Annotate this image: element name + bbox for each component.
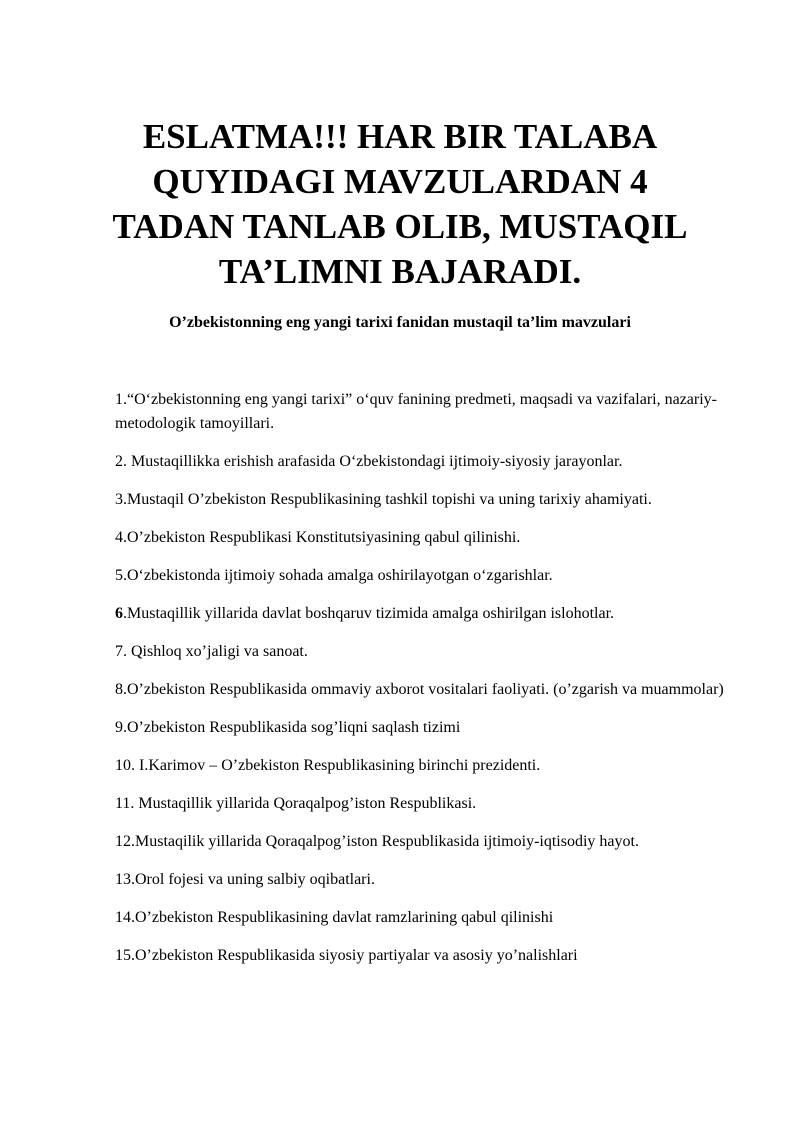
topic-item	[115, 754, 745, 778]
topic-text: I.Karimov – O’zbekiston Respublikasining birinchi prezidenti.	[139, 757, 541, 774]
topic-item	[115, 678, 745, 702]
topic-item	[115, 640, 745, 664]
topic-number: 15.	[115, 947, 135, 964]
topic-list	[115, 388, 745, 982]
topic-item	[115, 450, 745, 474]
topic-text: Mustaqillik yillarida Qoraqalpog’iston Respublikasi.	[138, 795, 477, 812]
topic-text: .Mustaqillik yillarida davlat boshqaruv tizimida amalga oshirilgan islohotlar.	[123, 605, 615, 622]
topic-number: 5.	[115, 567, 127, 584]
topic-text: O’zbekiston Respublikasining davlat ramzlarining qabul qilinishi	[135, 909, 554, 926]
topic-text: O’zbekiston Respublikasi Konstitutsiyasining qabul qilinishi.	[127, 529, 521, 546]
topic-item	[115, 906, 745, 930]
topic-item	[115, 564, 745, 588]
topic-number: 8.	[115, 681, 127, 698]
topic-item	[115, 716, 745, 740]
topic-number: 4.	[115, 529, 127, 546]
topic-number: 13.	[115, 871, 135, 888]
page-subtitle: O’zbekistonning eng yangi tarixi fanidan mustaqil ta’lim mavzulari	[169, 314, 631, 331]
topic-text: Orol fojesi va uning salbiy oqibatlari.	[135, 871, 375, 888]
topic-number: 9.	[115, 719, 127, 736]
topic-number: 14.	[115, 909, 135, 926]
topic-item	[115, 526, 745, 550]
topic-item	[115, 830, 745, 854]
topic-text: O’zbekiston Respublikasida ommaviy axborot vositalari faoliyati. (o’zgarish va muammolar)	[127, 681, 724, 698]
topic-number: 1.	[115, 391, 127, 408]
topic-number: 6	[115, 605, 123, 622]
topic-number: 11.	[115, 795, 139, 812]
topic-text: O’zbekiston Respublikasida siyosiy partiyalar va asosiy yo’nalishlari	[135, 947, 578, 964]
topic-item	[115, 488, 745, 512]
topic-text: Mustaqillikka erishish arafasida O‘zbekistondagi ijtimoiy-siyosiy jarayonlar.	[131, 453, 623, 470]
topic-item	[115, 868, 745, 892]
topic-text: O‘zbekistonda ijtimoiy sohada amalga oshirilayotgan o‘zgarishlar.	[127, 567, 553, 584]
topic-text: “O‘zbekistonning eng yangi tarixi” o‘quv fanining predmeti, maqsadi va vazifalari, nazariy-metodologik tamoyillari.	[115, 391, 718, 432]
topic-number: 2.	[115, 453, 131, 470]
topic-text: Mustaqilik yillarida Qoraqalpog’iston Respublikasida ijtimoiy-iqtisodiy hayot.	[135, 833, 639, 850]
topic-text: O’zbekiston Respublikasida sog’liqni saqlash tizimi	[127, 719, 461, 736]
topic-number: 3.	[115, 491, 127, 508]
topic-number: 10.	[115, 757, 139, 774]
topic-text: Qishloq xo’jaligi va sanoat.	[131, 643, 308, 660]
topic-item	[115, 792, 745, 816]
topic-item	[115, 944, 745, 968]
topic-number: 12.	[115, 833, 135, 850]
topic-item	[115, 602, 745, 626]
topic-number: 7.	[115, 643, 131, 660]
topic-text: Mustaqil O’zbekiston Respublikasining tashkil topishi va uning tarixiy ahamiyati.	[127, 491, 652, 508]
page-title: ESLATMA!!! HAR BIR TALABA QUYIDAGI MAVZULARDAN 4 TADAN TANLAB OLIB, MUSTAQIL TA’LIMNI BAJARADI.	[112, 117, 688, 291]
topic-item	[115, 388, 745, 436]
